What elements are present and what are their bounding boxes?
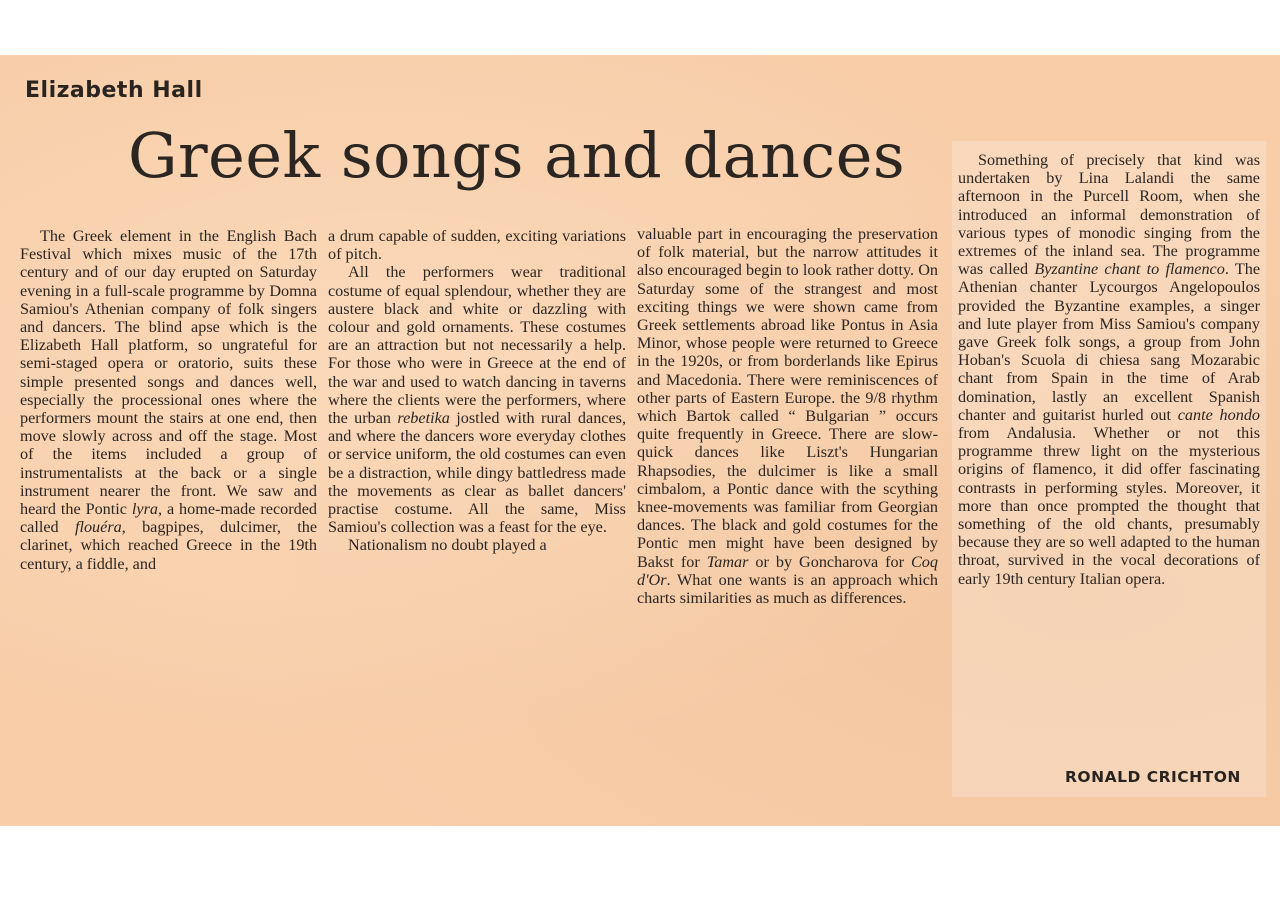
- paragraph: [637, 225, 938, 607]
- article-headline: Greek songs and dances: [128, 119, 906, 192]
- text-run: jostled with rural dances, and where the dancers wore everyday clothes or service uniform, the old costumes can even be a distraction, while dingy battledress made the movements as clear as ballet dancers' practise costume. All the same, Miss Samiou's collection was a feast for the eye.: [328, 409, 627, 537]
- italic-term: lyra: [131, 500, 158, 519]
- paragraph: [958, 151, 1260, 588]
- italic-term: cante hondo: [1177, 405, 1261, 424]
- text-run: Something of precisely that kind was undertaken by Lina Lalandi the same afternoon in the Purcell Room, when she introduced an informal demonstration of various types of monodic singing from the extremes of the inland sea. The programme was called: [958, 151, 1260, 279]
- text-run: , bagpipes, dulcimer, the clarinet, which reached Greece in the 19th century, a fiddle, and: [20, 518, 318, 573]
- text-run: , a home-made recorded called: [20, 500, 318, 537]
- text-run: or by Goncharova for: [755, 552, 905, 571]
- italic-term: Byzantine chant to flamenco: [1034, 260, 1225, 279]
- italic-term: flouéra: [74, 518, 122, 537]
- text-run: . The Athenian chanter Lycourgos Angelopoulos provided the Byzantine examples, a singer and lute player from Miss Samiou's company gave Greek folk songs, a group from John Hoban's Scuola di chiesa sang Mozarabic chant from Spain in the time of Arab domination, lastly an excellent Spanish chanter and guitarist hurled out: [958, 260, 1261, 424]
- italic-term: Tamar: [706, 552, 749, 571]
- venue-heading: Elizabeth Hall: [25, 78, 203, 103]
- paragraph: a drum capable of sudden, exciting variations of pitch.: [328, 227, 626, 264]
- text-run: from Andalusia. Whether or not this programme threw light on the mysterious origins of flamenco, it did offer fascinating contrasts in performing styles. Moreover, it more than once prompted the thought that something of the old chants, presumably because they are so well adapted to the human throat, survived in the vocal decorations of early 19th century Italian opera.: [958, 424, 1260, 588]
- article-column-4: [958, 151, 1260, 588]
- article-column-3: [637, 225, 938, 607]
- article-column-1: [20, 227, 317, 573]
- italic-term: rebetika: [397, 409, 450, 428]
- text-run: The Greek element in the English Bach Festival which mixes music of the 17th century and of our day erupted on Saturday evening in a full-scale programme by Domna Samiou's Athenian company of folk singers and dancers. The blind apse which is the Elizabeth Hall platform, so ungrateful for semi-staged opera or oratorio, suits these simple presented songs and dances well, especially the processional ones where the performers mount the stairs at one end, then move slowly across and off the stage. Most of the items included a group of instrumentalists at the back or a single instrument nearer the front. We saw and heard the Pontic: [20, 227, 317, 519]
- text-run: All the performers wear traditional costume of equal splendour, whether they are austere black and white or dazzling with colour and gold ornaments. These costumes are an attraction but not necessarily a help. For those who were in Greece at the end of the war and used to watch dancing in taverns where the clients were the performers, where the urban: [328, 263, 626, 428]
- paragraph: [328, 263, 626, 536]
- paragraph: [20, 227, 317, 573]
- paragraph: Nationalism no doubt played a: [348, 536, 547, 555]
- newspaper-clipping: [0, 55, 1280, 826]
- article-column-2: [328, 227, 626, 555]
- text-run: . What one wants is an approach which charts similarities as much as differences.: [637, 570, 938, 608]
- italic-term: Coq d'Or: [637, 552, 938, 589]
- author-byline: RONALD CRICHTON: [1065, 768, 1241, 786]
- text-run: valuable part in encouraging the preservation of folk material, but the narrow attitudes it also encouraged begin to look rather dotty. On Saturday some of the strangest and most exciting things we were shown came from Greek settlements abroad like Pontus in Asia Minor, whose people were returned to Greece in the 1920s, or from borderlands like Epirus and Macedonia. There were reminiscences of other parts of Eastern Europe. the 9/8 rhythm which Bartok called “ Bulgarian ” occurs quite frequently in Greece. There are slow-quick dances like Liszt's Hungarian Rhapsodies, the dulcimer is like a small cimbalom, a Pontic dance with the scything knee-movements was familiar from Georgian dances. The black and gold costumes for the Pontic men might have been designed by Bakst for: [637, 225, 938, 571]
